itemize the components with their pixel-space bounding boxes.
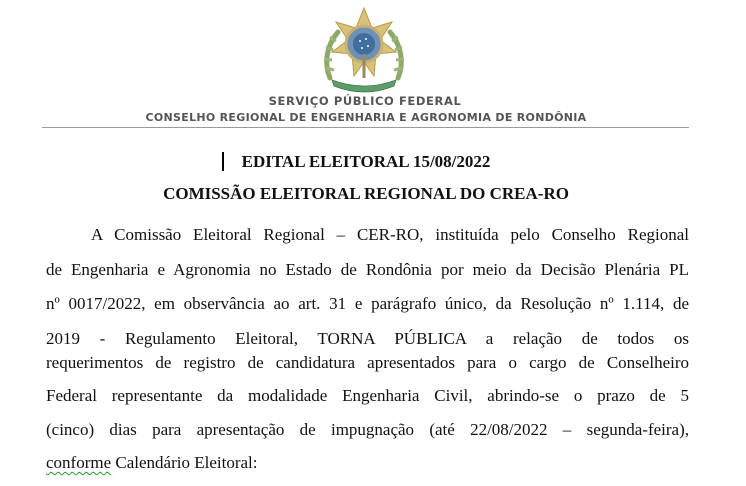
text-cursor: [222, 152, 224, 171]
document-title: EDITAL ELEITORAL 15/08/2022: [241, 152, 491, 171]
paragraph-line: de Engenharia e Agronomia no Estado de Rondônia por meio da Decisão Plenária PL: [46, 260, 689, 279]
header-council-line: CONSELHO REGIONAL DE ENGENHARIA E AGRONOMIA DE RONDÔNIA: [145, 111, 587, 124]
header-divider: [42, 127, 689, 128]
paragraph-line: A Comissão Eleitoral Regional – CER-RO, instituída pelo Conselho Regional: [91, 225, 689, 244]
paragraph-line: (cinco) dias para apresentação de impugnação (até 22/08/2022 – segunda-feira),: [46, 420, 689, 439]
paragraph-last-line: [46, 450, 689, 476]
spellcheck-marked-word: conforme: [46, 453, 112, 472]
paragraph-line: 2019 - Regulamento Eleitoral, TORNA PÚBLICA a relação de todos os: [46, 329, 689, 348]
paragraph-line: requerimentos de registro de candidatura apresentados para o cargo de Conselheiro: [46, 353, 689, 372]
paragraph-line: Federal representante da modalidade Engenharia Civil, abrindo-se o prazo de 5: [46, 386, 689, 405]
header-service-line: SERVIÇO PÚBLICO FEDERAL: [268, 94, 462, 108]
paragraph-last-line-text: Calendário Eleitoral:: [111, 453, 258, 472]
document-subtitle: COMISSÃO ELEITORAL REGIONAL DO CREA-RO: [163, 184, 569, 203]
paragraph-line: nº 0017/2022, em observância ao art. 31 e parágrafo único, da Resolução nº 1.114, de: [46, 294, 689, 313]
brazil-coat-of-arms-icon: [316, 6, 412, 94]
